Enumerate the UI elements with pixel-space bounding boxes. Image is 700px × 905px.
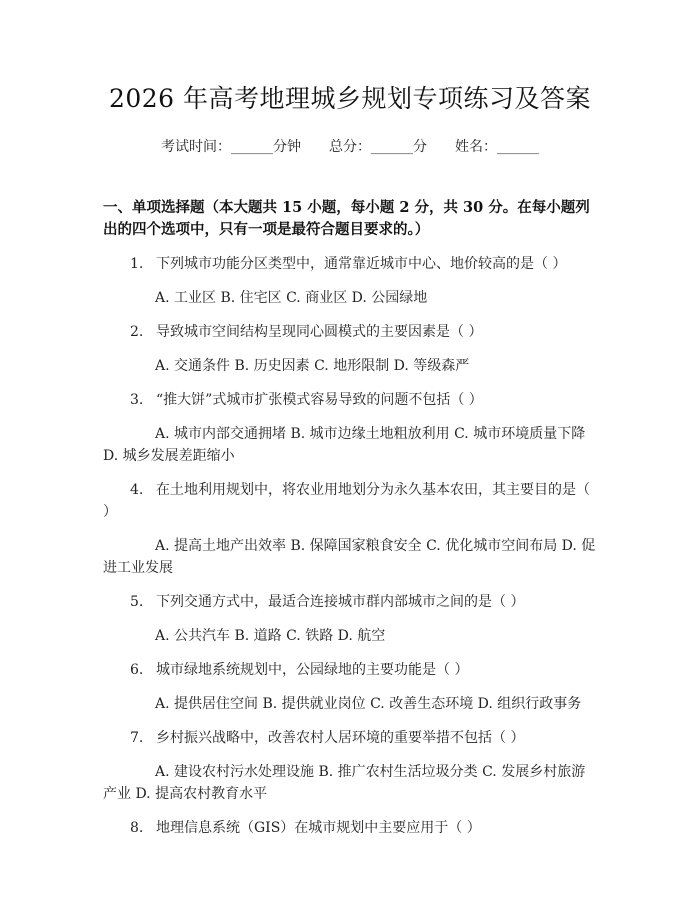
section-heading: 一、单项选择题（本大题共 15 小题，每小题 2 分，共 30 分。在每小题列出的四个选项中，只有一项是最符合题目要求的。） xyxy=(103,199,590,238)
document-title: 2026 年高考地理城乡规划专项练习及答案 xyxy=(108,84,592,113)
question-stem xyxy=(103,253,597,275)
question-stem xyxy=(103,389,597,411)
question-text: 下列交通方式中，最适合连接城市群内部城市之间的是（ ） xyxy=(156,594,525,610)
question-stem xyxy=(103,659,597,681)
question-item xyxy=(103,321,597,377)
question-number: 7. xyxy=(130,730,144,746)
question-item xyxy=(103,389,597,467)
question-item xyxy=(103,253,597,309)
question-text: 乡村振兴战略中，改善农村人居环境的重要举措不包括（ ） xyxy=(156,730,525,746)
question-options: A. 提供居住空间 B. 提供就业岗位 C. 改善生态环境 D. 组织行政事务 xyxy=(155,696,582,712)
question-stem xyxy=(103,817,597,839)
question-stem xyxy=(103,321,597,343)
exam-time-field: 考试时间：______分钟 xyxy=(161,139,301,155)
exam-info-line xyxy=(103,137,597,157)
question-item xyxy=(103,727,597,805)
question-options: A. 工业区 B. 住宅区 C. 商业区 D. 公园绿地 xyxy=(155,290,428,306)
question-stem xyxy=(103,727,597,749)
question-number: 3. xyxy=(130,392,144,408)
question-options: A. 城市内部交通拥堵 B. 城市边缘土地粗放利用 C. 城市环境质量下降 D. 城乡发展差距缩小 xyxy=(103,426,586,464)
question-options: A. 提高土地产出效率 B. 保障国家粮食安全 C. 优化城市空间布局 D. 促进工业发展 xyxy=(103,538,596,576)
question-item xyxy=(103,659,597,715)
question-number: 6. xyxy=(130,662,144,678)
total-score-field: 总分：______分 xyxy=(329,139,427,155)
question-text: 城市绿地系统规划中，公园绿地的主要功能是（ ） xyxy=(156,662,469,678)
student-name-field: 姓名：______ xyxy=(455,139,539,155)
question-text: 地理信息系统（GIS）在城市规划中主要应用于（ ） xyxy=(156,820,481,836)
question-text: 在土地利用规划中，将农业用地划分为永久基本农田，其主要目的是（ ） xyxy=(103,482,590,520)
question-number: 5. xyxy=(130,594,144,610)
question-text: 导致城市空间结构呈现同心圆模式的主要因素是（ ） xyxy=(156,324,483,340)
question-item xyxy=(103,479,597,579)
question-number: 4. xyxy=(130,482,144,498)
question-list xyxy=(103,253,597,839)
question-stem xyxy=(103,591,597,613)
question-options: A. 交通条件 B. 历史因素 C. 地形限制 D. 等级森严 xyxy=(155,358,470,374)
question-options: A. 建设农村污水处理设施 B. 推广农村生活垃圾分类 C. 发展乡村旅游产业 D. 提高农村教育水平 xyxy=(103,764,586,802)
question-options: A. 公共汽车 B. 道路 C. 铁路 D. 航空 xyxy=(155,628,386,644)
question-stem xyxy=(103,479,597,523)
question-number: 2. xyxy=(130,324,144,340)
question-item xyxy=(103,817,597,839)
question-text: 下列城市功能分区类型中，通常靠近城市中心、地价较高的是（ ） xyxy=(156,256,567,272)
question-number: 8. xyxy=(130,820,144,836)
question-number: 1. xyxy=(130,256,144,272)
question-item xyxy=(103,591,597,647)
question-text: “推大饼”式城市扩张模式容易导致的问题不包括（ ） xyxy=(156,392,483,408)
